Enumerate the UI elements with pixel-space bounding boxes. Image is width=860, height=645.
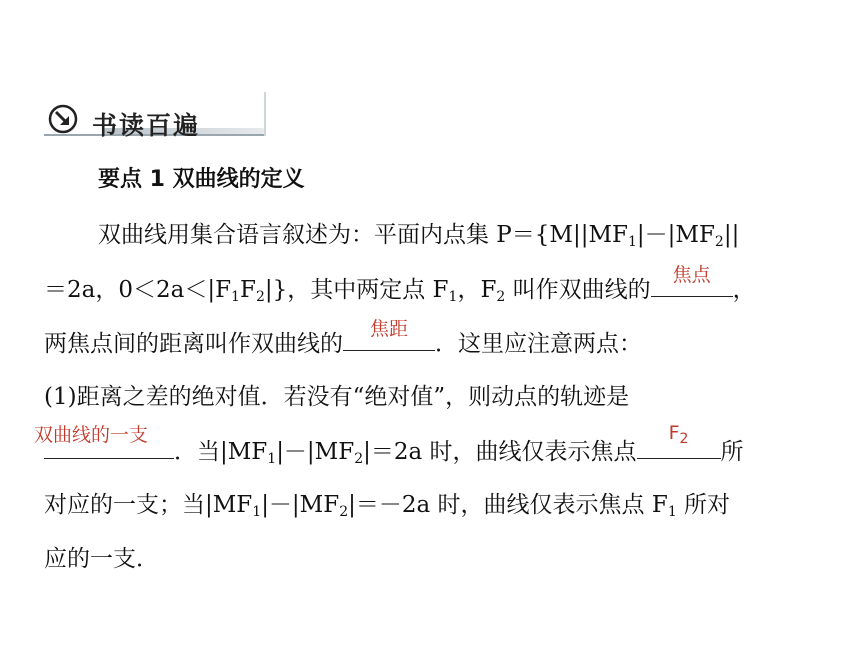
answer-blank-focus xyxy=(651,264,733,297)
answer-f2: $F_2$ xyxy=(668,422,689,447)
para1-line3: 两焦点间的距离叫作双曲线的 焦距 ．这里应注意两点： xyxy=(44,324,642,358)
para2-line1: (1)距离之差的绝对值．若没有“绝对值”，则动点的轨迹是 xyxy=(44,384,630,410)
answer-blank-focal-distance xyxy=(343,318,435,351)
answer-focal-distance: 焦距 xyxy=(369,318,408,340)
badge-title: 书读百遍 xyxy=(92,111,201,140)
para1-line2: ＝2a，$0<2a<|F_1F_2|$}，其中两定点 $F_1$，$F_2$ 叫作双曲线的 焦点 ， xyxy=(44,270,756,305)
badge-divider xyxy=(264,92,266,136)
answer-blank-f2 xyxy=(637,422,721,459)
para2-line4: 应的一支． xyxy=(44,546,159,572)
answer-blank-branch xyxy=(34,424,174,459)
para2-line3: 对应的一支；当$|MF_1|-|MF_2|=-2a$ 时，曲线仅表示焦点 $F_1$ 所对 xyxy=(44,492,731,520)
answer-focus: 焦点 xyxy=(672,264,711,286)
answer-branch: 双曲线的一支 xyxy=(34,424,149,446)
para1-line1: 双曲线用集合语言叙述为：平面内点集 $P=\{M||MF_1|-|MF_2||$ xyxy=(98,222,740,250)
para2-line2: 双曲线的一支 ．当$|MF_1|-|MF_2|=2a$ 时，曲线仅表示焦点 $F_2$ 所 xyxy=(34,422,744,467)
arrow-down-right-icon xyxy=(48,104,78,134)
section-heading: 要点 1 双曲线的定义 xyxy=(98,167,305,192)
section-badge xyxy=(44,92,266,142)
